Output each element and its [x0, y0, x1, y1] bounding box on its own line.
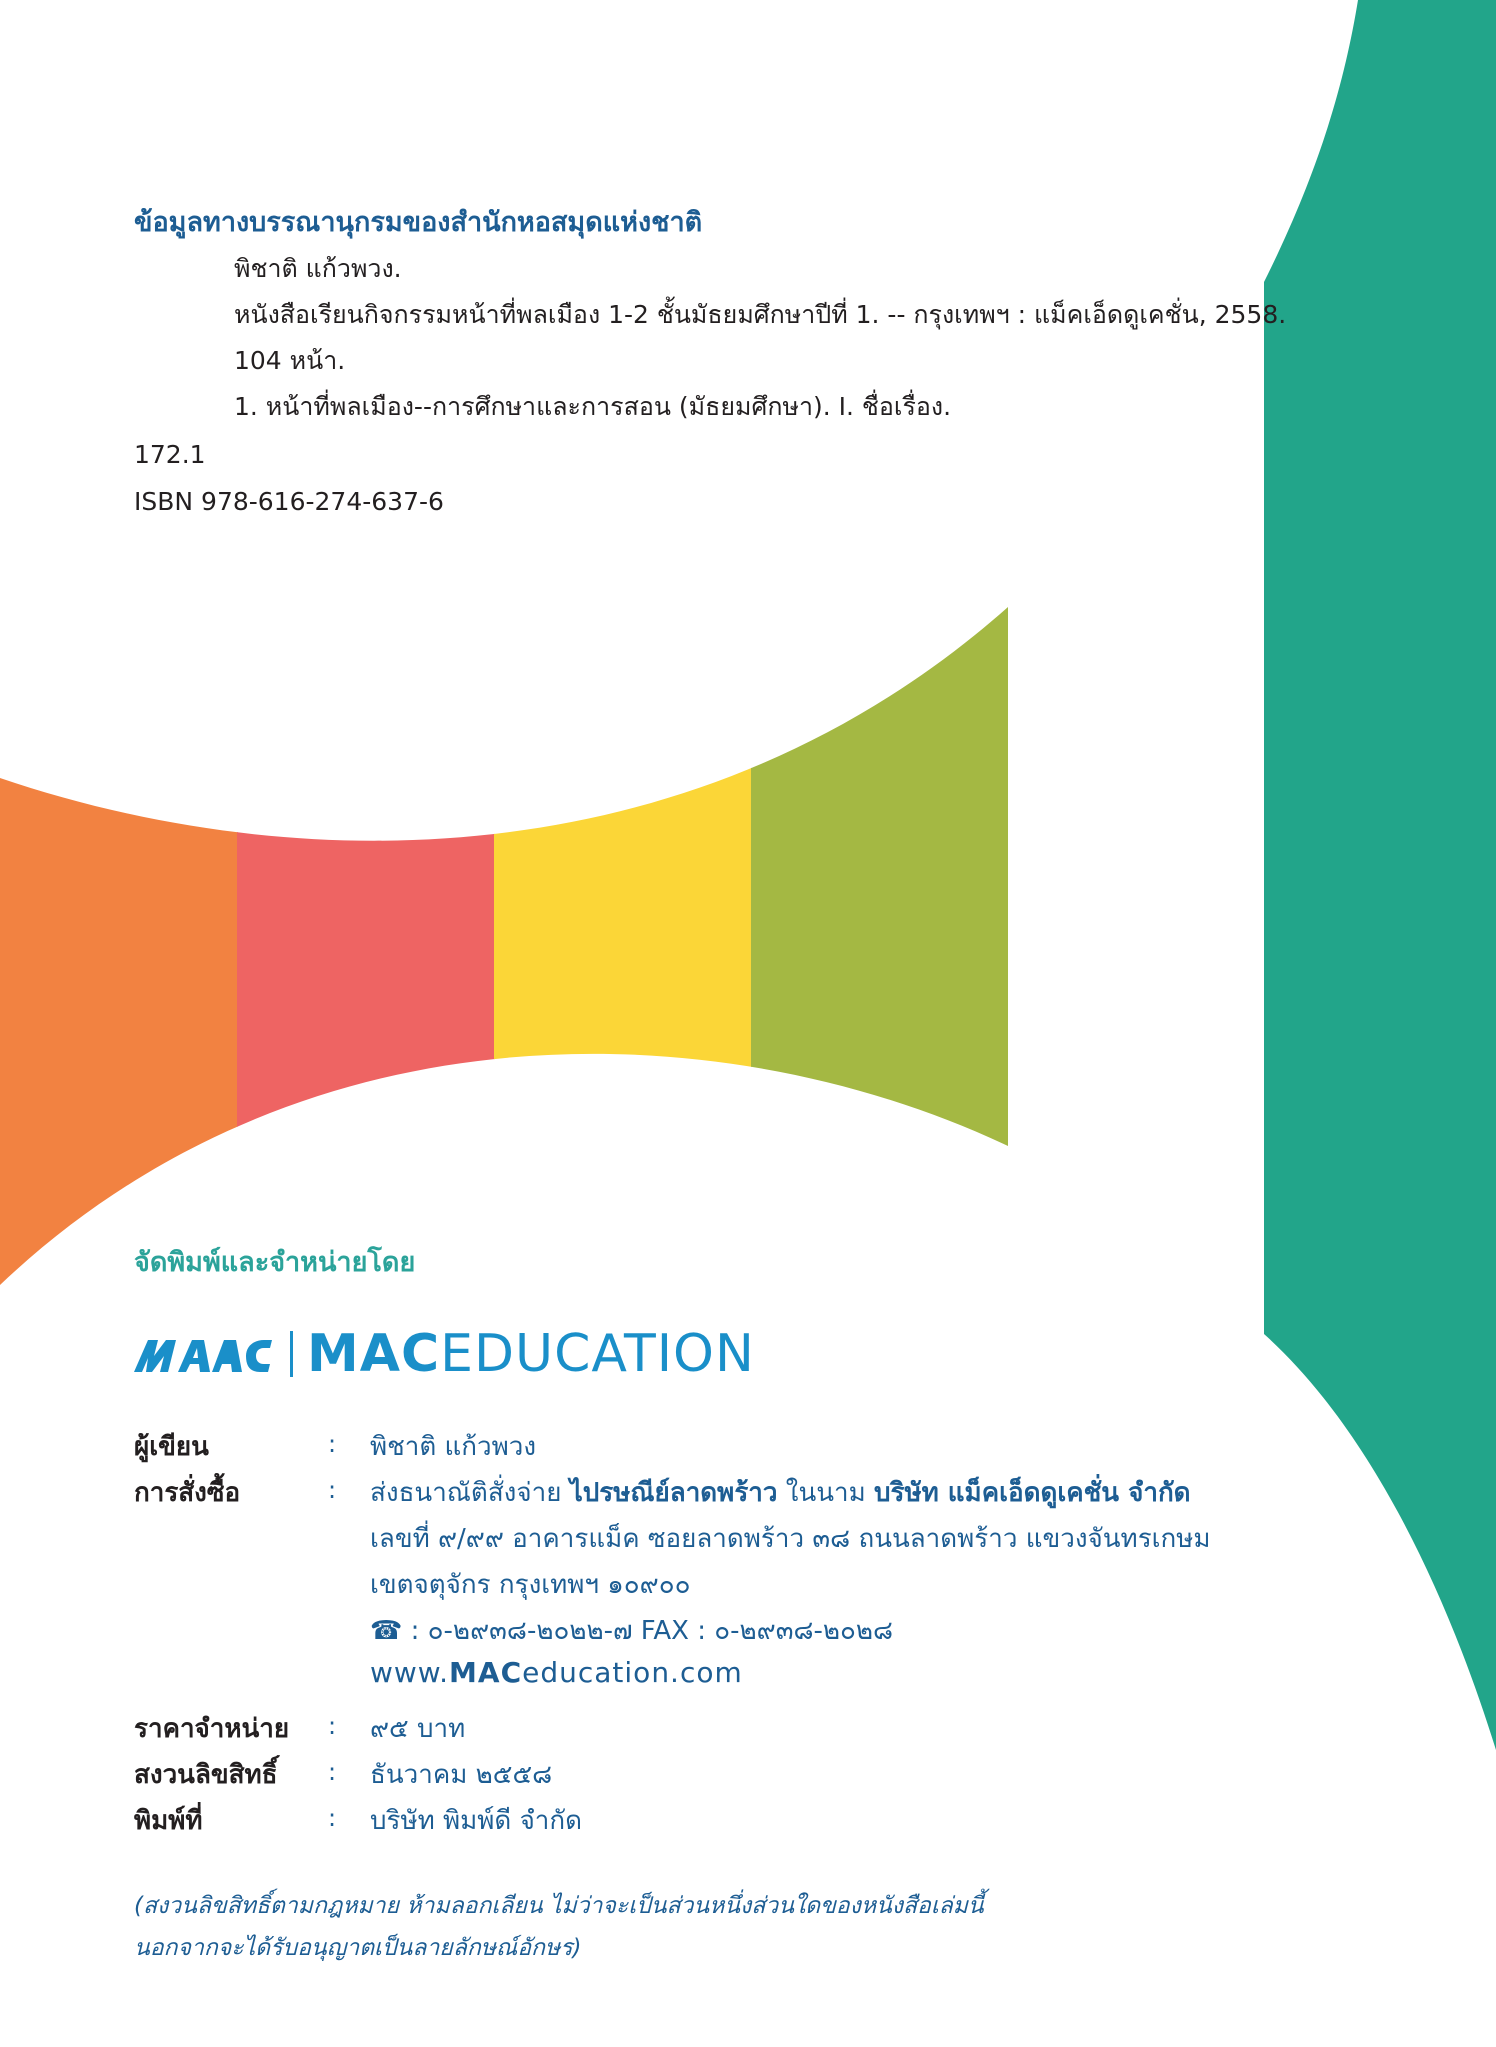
- order-post-office: ไปรษณีย์ลาดพร้าว: [569, 1478, 778, 1508]
- web-prefix: www.: [370, 1656, 450, 1689]
- order-label: การสั่งซื้อ: [134, 1478, 241, 1508]
- price-colon: :: [328, 1712, 337, 1740]
- copyright-colon: :: [328, 1758, 337, 1786]
- order-colon: :: [328, 1476, 337, 1504]
- order-text-c: ในนาม: [777, 1478, 874, 1508]
- logo-light-text: EDUCATION: [440, 1324, 755, 1384]
- logo-wordmark: [307, 1324, 755, 1384]
- mac-logo-mark-icon: [134, 1334, 274, 1374]
- red-stripe: [237, 560, 495, 1320]
- catalog-heading: ข้อมูลทางบรรณานุกรมของสำนักหอสมุดแห่งชาติ: [134, 207, 703, 238]
- telephone-icon: ☎: [370, 1616, 403, 1646]
- copyright-notice-line-2: นอกจากจะได้รับอนุญาตเป็นลายลักษณ์อักษร): [134, 1935, 582, 1961]
- publisher-heading: จัดพิมพ์และจำหน่ายโดย: [134, 1247, 416, 1278]
- printer-value: บริษัท พิมพ์ดี จำกัด: [370, 1806, 583, 1836]
- author-label: ผู้เขียน: [134, 1432, 209, 1462]
- catalog-class-number: 172.1: [134, 440, 206, 469]
- author-value: พิชาติ แก้วพวง: [370, 1432, 537, 1462]
- price-value: ๙๕ บาท: [370, 1714, 466, 1744]
- rainbow-band: [0, 560, 1009, 1320]
- order-text-a: ส่งธนาณัติสั่งจ่าย: [370, 1478, 570, 1508]
- copyright-label: สงวนลิขสิทธิ์: [134, 1760, 278, 1790]
- phone-line: [370, 1610, 893, 1651]
- orange-stripe: [0, 560, 238, 1320]
- price-label: ราคาจำหน่าย: [134, 1714, 290, 1744]
- catalog-isbn: ISBN 978-616-274-637-6: [134, 487, 444, 516]
- catalog-pages: 104 หน้า.: [234, 346, 346, 375]
- website-link[interactable]: [370, 1656, 743, 1689]
- green-stripe: [751, 560, 1009, 1320]
- address-line-1: เลขที่ ๙/๙๙ อาคารแม็ค ซอยลาดพร้าว ๓๘ ถนนลาดพร้าว แขวงจันทรเกษม: [370, 1524, 1211, 1554]
- web-suffix: education.com: [522, 1656, 743, 1689]
- copyright-value: ธันวาคม ๒๕๕๘: [370, 1760, 553, 1790]
- printer-colon: :: [328, 1804, 337, 1832]
- mac-education-logo: [134, 1322, 755, 1386]
- logo-divider: [290, 1331, 293, 1377]
- teal-side-band: [1264, 0, 1496, 1750]
- order-line-1: [370, 1472, 1191, 1513]
- author-colon: :: [328, 1430, 337, 1458]
- web-mac: MAC: [449, 1656, 523, 1689]
- address-line-2: เขตจตุจักร กรุงเทพฯ ๑๐๙๐๐: [370, 1570, 691, 1600]
- catalog-subjects: 1. หน้าที่พลเมือง--การศึกษาและการสอน (มัธยมศึกษา). I. ชื่อเรื่อง.: [234, 392, 952, 421]
- catalog-title-line: หนังสือเรียนกิจกรรมหน้าที่พลเมือง 1-2 ชั้นมัธยมศึกษาปีที่ 1. -- กรุงเทพฯ : แม็คเอ็ดดูเคชั่น, 2558.: [234, 300, 1287, 329]
- copyright-notice-line-1: (สงวนลิขสิทธิ์ตามกฎหมาย ห้ามลอกเลียน ไม่ว่าจะเป็นส่วนหนึ่งส่วนใดของหนังสือเล่มนี้: [134, 1893, 984, 1919]
- catalog-author: พิชาติ แก้วพวง.: [234, 254, 402, 283]
- yellow-stripe: [494, 560, 752, 1320]
- logo-bold-text: MAC: [307, 1324, 441, 1384]
- order-company: บริษัท แม็คเอ็ดดูเคชั่น จำกัด: [874, 1478, 1191, 1508]
- phone-numbers: : ๐-๒๙๓๘-๒๐๒๒-๗ FAX : ๐-๒๙๓๘-๒๐๒๘: [410, 1616, 894, 1646]
- printer-label: พิมพ์ที่: [134, 1806, 203, 1836]
